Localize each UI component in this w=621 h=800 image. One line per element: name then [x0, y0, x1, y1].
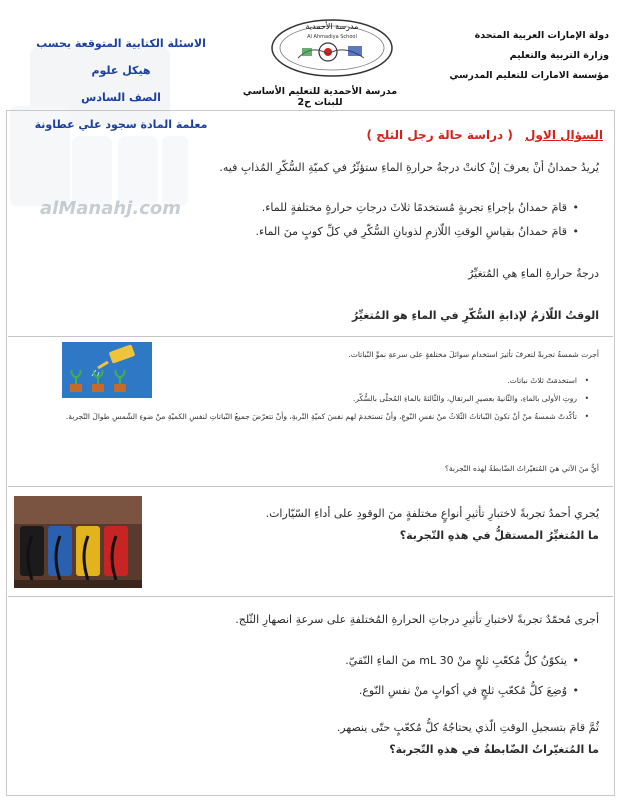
question-1-line-1: درجةُ حرارةِ الماءِ هي المُتغيِّرُ	[468, 267, 599, 280]
header-line: معلمة المادة سجود علي عطاونة	[34, 118, 208, 131]
school-logo	[268, 14, 396, 78]
header-line: وزارة التربية والتعليم	[509, 50, 609, 61]
separator	[8, 336, 613, 337]
bullet-item: • استخدمَتْ ثلاثَ نباتات.	[21, 374, 591, 388]
question-4-bullets	[61, 646, 581, 706]
separator	[8, 486, 613, 487]
question-1-heading	[23, 128, 603, 142]
bullet-item: • قامَ حمدانُ بقياسِ الوقتِ اللّازمِ لذوبانِ السُّكّرِ في كلِّ كوبٍ منَ الماء.	[61, 220, 581, 244]
fuel-pumps-image	[14, 496, 142, 588]
question-1-line-2: الوقتُ اللّازمُ لإذابةِ السُّكّرِ في الماءِ هو المُتغيِّرُ	[351, 309, 599, 322]
question-4-intro: أجرى مُحمّدٌ تجربةً لاختبارِ تأثيرِ درجاتِ الحرارةِ المُختلفةِ على سرعةِ انصهارِ الثّلج.	[235, 613, 599, 626]
question-2-bullets	[21, 374, 591, 424]
watermark-text: alManahj.com	[40, 198, 181, 219]
question-2-intro: أجرت شمسةُ تجربةً لتعرفَ تأثيرَ استخدامِ سوائلَ مختلفةٍ على سرعةِ نموِّ النّباتات.	[348, 350, 599, 359]
question-4-line-1: ثُمَّ قامَ بتسجيلِ الوقتِ الّذي يحتاجُهُ كلُّ مُكعّبٍ حتّى ينصهر.	[336, 721, 599, 734]
question-3-line-2: ما المُتغيِّرُ المستقلُّ في هذهِ التّجربة؟	[399, 529, 599, 542]
bullet-item: • قامَ حمدانُ بإجراءِ تجربةٍ مُستخدمًا ثلاثَ درجاتِ حرارةٍ مختلفةٍ للماء.	[61, 196, 581, 220]
bullet-item: • وُضِعَ كلُّ مُكعّبِ ثلجٍ في أكوابٍ منْ نفسِ النّوع.	[61, 676, 581, 706]
separator	[8, 596, 613, 597]
header-line: الاسئلة الكتابية المتوقعة بحسب هيكل علوم	[36, 37, 206, 77]
bullet-item: • يتكوّنُ كلُّ مُكعّبِ ثلجٍ منْ 30 mL منَ الماءِ النّقيّ.	[61, 646, 581, 676]
question-1-bullets	[61, 196, 581, 244]
question-3-line-1: يُجري أحمدُ تجربةً لاختبارِ تأثيرِ أنواعٍ مختلفةٍ منَ الوقودِ على أداءِ السّيّارات.	[265, 507, 599, 520]
header-line: مؤسسة الامارات للتعليم المدرسي	[449, 70, 609, 81]
school-name: مدرسة الأحمدية للتعليم الأساسي للبنات ح2	[242, 86, 398, 108]
ministry-header	[409, 26, 609, 86]
question-2-question: أيٌّ منَ الآتي هيَ المُتغيّراتُ الضّابطةُ لهذه التّجربة؟	[444, 464, 599, 473]
bullet-item: • روتِ الأولى بالماءِ، والثّانيةَ بعصيرِ البرتقالِ، والثّالثةَ بالماءِ المُحلّى بالسُّكّر.	[21, 392, 591, 406]
logo-title-ar: مدرسة الأحمدية	[305, 22, 359, 31]
header-line: الصف السادس	[81, 91, 161, 104]
question-1-title: السؤال الاول	[525, 128, 603, 142]
bullet-item: • تأكّدتْ شمسةُ منْ أنْ تكونَ النّباتاتُ الثّلاثُ منْ نفسِ النّوعِ، وأنْ تستخدمَ لهم نفسَ كميّةِ التّربةِ، وأنْ تتعرّضَ جميعُ النّباتاتِ لنفسِ الكميّةِ منْ ضوءِ الشّمسِ طوالَ التّجربة.	[21, 410, 591, 424]
question-4-line-2: ما المُتغيّراتُ الضّابطةُ في هذهِ التّجربة؟	[389, 743, 599, 756]
header-line: دولة الإمارات العربية المتحدة	[474, 30, 609, 41]
question-1-intro: يُريدُ حمدانُ أنْ يعرفَ إنْ كانتْ درجةُ حرارةِ الماءِ ستؤثّرُ في كميّةِ السُّكّرِ المُذابِ فيه.	[219, 161, 599, 174]
question-1-subtitle: ( دراسة حالة رجل الثلج )	[366, 128, 513, 142]
logo-title-en: Al Ahmadiya School	[307, 34, 357, 40]
